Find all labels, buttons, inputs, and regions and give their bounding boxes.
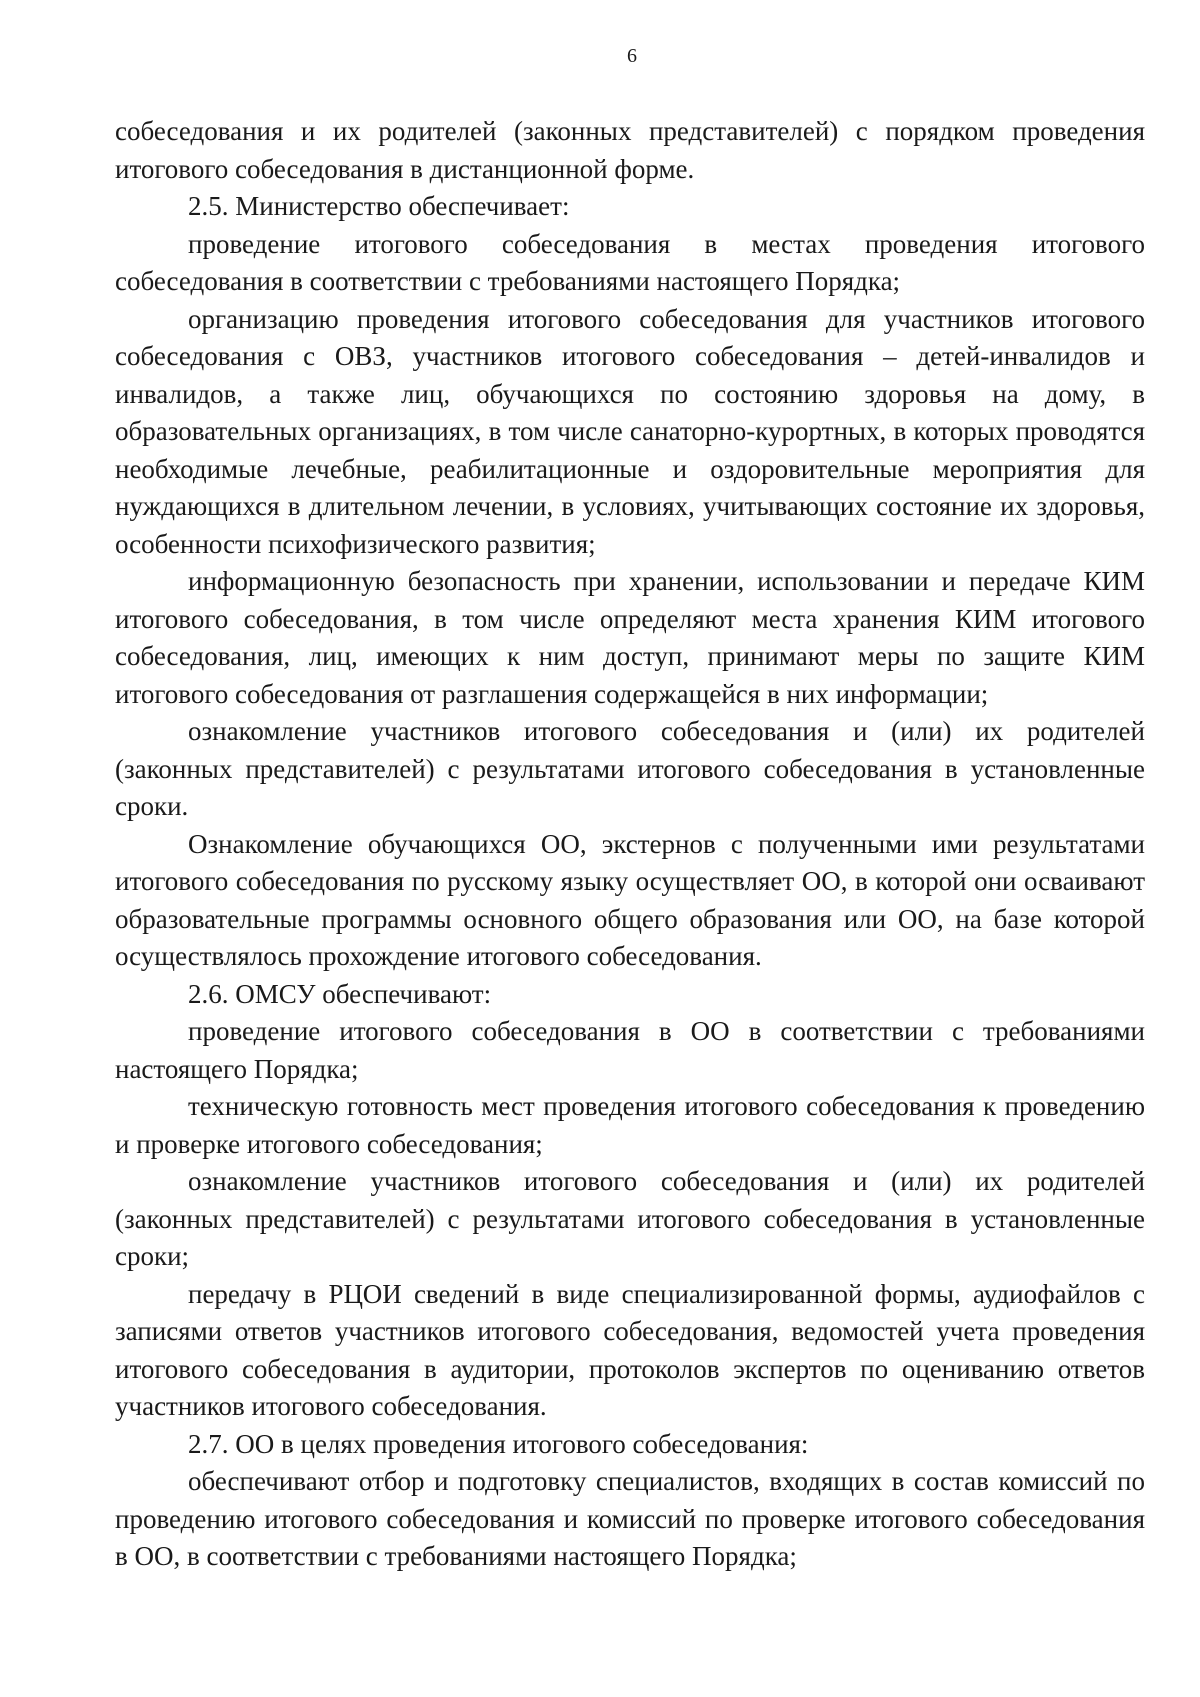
paragraph: передачу в РЦОИ сведений в виде специализированной формы, аудиофайлов с записями ответов участников итогового собеседования, ведомостей учета проведения итогового собеседования в аудитории, протоколов экспертов по оцениванию ответов участников итогового собеседования. [115, 1278, 1145, 1421]
section-heading-2-6: 2.6. ОМСУ обеспечивают: [188, 978, 492, 1009]
paragraph: обеспечивают отбор и подготовку специалистов, входящих в состав комиссий по проведению итогового собеседования и комиссий по проверке итогового собеседования в ОО, в соответствии с требованиями настоящего Порядка; [115, 1466, 1145, 1571]
paragraph: техническую готовность мест проведения итогового собеседования к проведению и проверке итогового собеседования; [115, 1091, 1145, 1159]
paragraph: проведение итогового собеседования в ОО в соответствии с требованиями настоящего Порядка; [115, 1016, 1145, 1084]
document-body [115, 113, 1145, 1576]
paragraph: ознакомление участников итогового собеседования и (или) их родителей (законных представителей) с результатами итогового собеседования в установленные сроки. [115, 716, 1145, 821]
paragraph: проведение итогового собеседования в местах проведения итогового собеседования в соответствии с требованиями настоящего Порядка; [115, 228, 1145, 296]
paragraph: Ознакомление обучающихся ОО, экстернов с полученными ими результатами итогового собеседования по русскому языку осуществляет ОО, в которой они осваивают образовательные программы основного общего образования или ОО, на базе которой осуществлялось прохождение итогового собеседования. [115, 828, 1145, 971]
paragraph: информационную безопасность при хранении, использовании и передаче КИМ итогового собеседования, в том числе определяют места хранения КИМ итогового собеседования, лиц, имеющих к ним доступ, принимают меры по защите КИМ итогового собеседования от разглашения содержащейся в них информации; [115, 566, 1145, 709]
paragraph-continuation: собеседования и их родителей (законных представителей) с порядком проведения итогового собеседования в дистанционной форме. [115, 116, 1145, 184]
paragraph: организацию проведения итогового собеседования для участников итогового собеседования с ОВЗ, участников итогового собеседования – детей-инвалидов и инвалидов, а также лиц, обучающихся по состоянию здоровья на дому, в образовательных организациях, в том числе санаторно-курортных, в которых проводятся необходимые лечебные, реабилитационные и оздоровительные мероприятия для нуждающихся в длительном лечении, в условиях, учитывающих состояние их здоровья, особенности психофизического развития; [115, 303, 1145, 559]
paragraph: ознакомление участников итогового собеседования и (или) их родителей (законных представителей) с результатами итогового собеседования в установленные сроки; [115, 1166, 1145, 1271]
page-number: 6 [627, 45, 637, 67]
section-heading-2-5: 2.5. Министерство обеспечивает: [188, 191, 570, 221]
section-heading-2-7: 2.7. ОО в целях проведения итогового собеседования: [188, 1428, 809, 1459]
